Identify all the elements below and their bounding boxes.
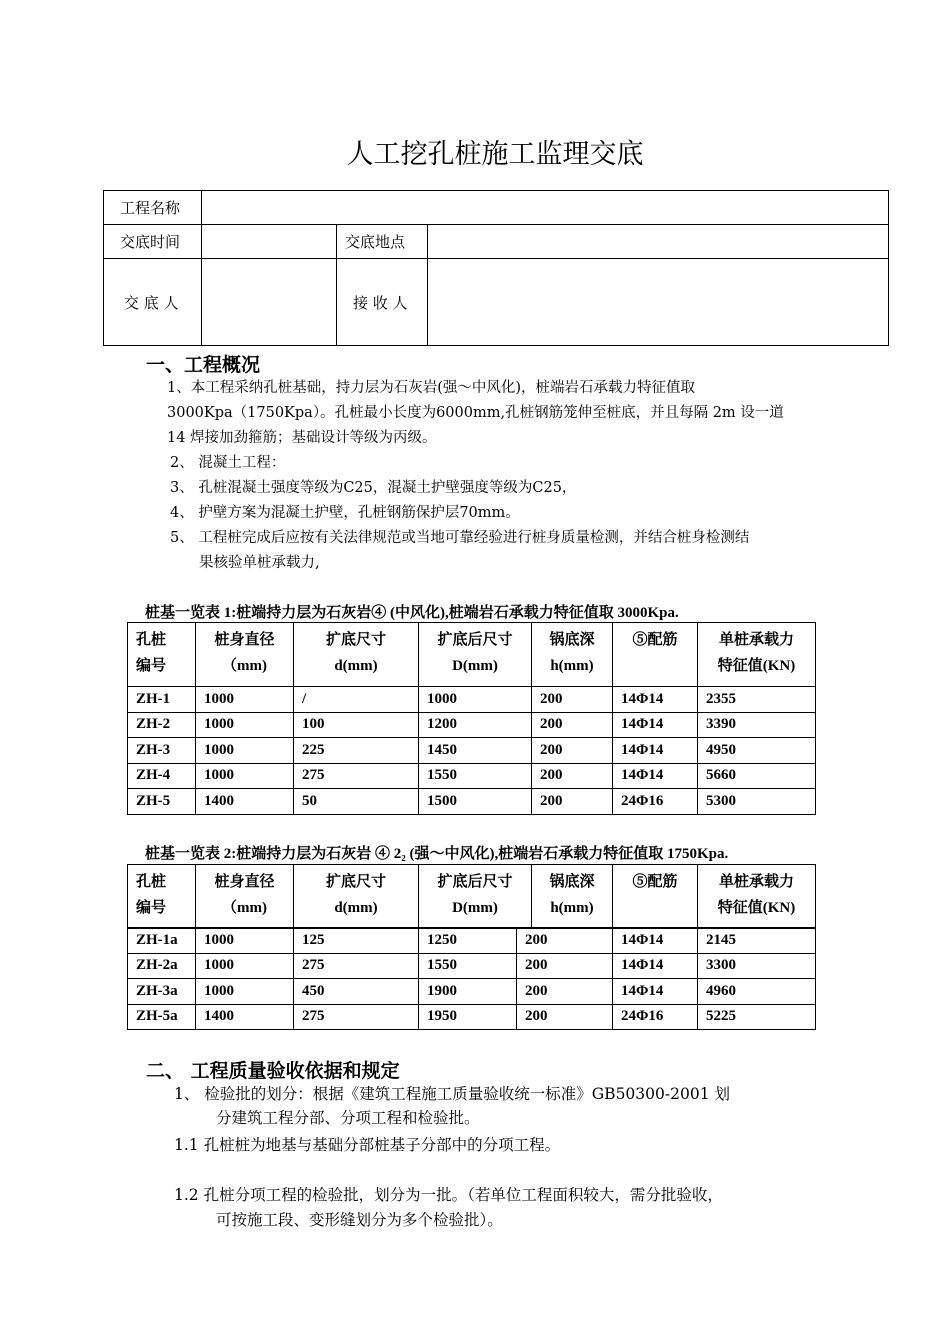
header-line: 桩身直径	[214, 874, 275, 890]
table-cell: 1000	[196, 687, 294, 713]
table-cell: 14Φ14	[613, 953, 698, 979]
column-header	[532, 623, 613, 687]
header-line: 扩底尺寸	[325, 874, 386, 890]
table-cell: 1000	[419, 687, 532, 713]
table-cell: 1250	[419, 928, 517, 954]
table-cell: 200	[517, 928, 613, 954]
table-cell: 3300	[698, 953, 816, 979]
table-cell: 1000	[196, 953, 294, 979]
header-line: d(mm)	[334, 900, 378, 916]
place-field[interactable]	[428, 225, 889, 259]
table-cell: 1550	[419, 763, 532, 789]
header-line: h(mm)	[550, 658, 594, 674]
header-line: ⑤配筋	[632, 632, 678, 648]
table-cell: 275	[294, 763, 419, 789]
header-line: 单桩承载力	[718, 874, 794, 890]
table-row	[128, 687, 816, 713]
table-cell: 200	[517, 1004, 613, 1030]
table-row	[128, 1004, 816, 1030]
table-cell: 1500	[419, 789, 532, 815]
table-cell: 200	[532, 712, 613, 738]
column-header	[294, 623, 419, 687]
table-row	[128, 953, 816, 979]
para: 1、 检验批的划分：根据《建筑工程施工质量验收统一标准》GB50300-2001 划	[174, 1085, 730, 1103]
pile-table-1	[127, 622, 816, 815]
table-cell: 200	[532, 687, 613, 713]
pile-table-2	[127, 927, 816, 1030]
table-cell: 200	[532, 738, 613, 764]
header-line	[613, 895, 697, 921]
header-line: 锅底深	[549, 632, 595, 648]
section2-heading: 二、 工程质量验收依据和规定	[146, 1060, 400, 1082]
table-cell: 275	[294, 953, 419, 979]
table-cell: 2145	[698, 928, 816, 954]
document-title: 人工挖孔桩施工监理交底	[346, 139, 644, 170]
header-line: 编号	[136, 658, 167, 674]
table-cell: 24Φ16	[613, 1004, 698, 1030]
table-cell: ZH-1	[128, 687, 196, 713]
project-name-field[interactable]	[202, 191, 889, 225]
table-cell: 2355	[698, 687, 816, 713]
table1-caption: 桩基一览表 1:桩端持力层为石灰岩④ (中风化),桩端岩石承载力特征值取 3000Kpa.	[145, 605, 679, 621]
table-cell: 275	[294, 1004, 419, 1030]
column-header	[613, 865, 698, 929]
info-table	[103, 190, 889, 346]
table-cell: 100	[294, 712, 419, 738]
table-cell: 1950	[419, 1004, 517, 1030]
column-header	[419, 623, 532, 687]
table-cell: 125	[294, 928, 419, 954]
receiver-field[interactable]	[428, 259, 889, 346]
column-header	[419, 865, 532, 929]
table-cell: 5660	[698, 763, 816, 789]
para: 1.2 孔桩分项工程的检验批，划分为一批。（若单位工程面积较大，需分批验收，	[174, 1186, 723, 1204]
para: 5、 工程桩完成后应按有关法律规范或当地可靠经验进行桩身质量检测，并结合桩身检测结	[170, 530, 750, 546]
table-cell: 450	[294, 979, 419, 1005]
header-line: ⑤配筋	[632, 874, 678, 890]
table-cell: 1000	[196, 928, 294, 954]
table-cell: 1900	[419, 979, 517, 1005]
header-line	[613, 653, 697, 679]
para: 3、 孔桩混凝土强度等级为C25，混凝土护壁强度等级为C25，	[170, 480, 577, 496]
table-cell: 1000	[196, 763, 294, 789]
table2-caption: 桩基一览表 2:桩端持力层为石灰岩 ④ 2₂ (强～中风化),桩端岩石承载力特征值取 1750Kpa.	[145, 846, 729, 862]
table-cell: 200	[532, 763, 613, 789]
header-line: d(mm)	[334, 658, 378, 674]
table-cell: 5225	[698, 1004, 816, 1030]
header-line: 扩底后尺寸	[437, 632, 513, 648]
table-cell: ZH-3	[128, 738, 196, 764]
para: 4、 护壁方案为混凝土护壁，孔桩钢筋保护层70mm。	[170, 505, 520, 521]
section1-heading: 一、工程概况	[146, 354, 261, 376]
header-line: 锅底深	[549, 874, 595, 890]
giver-label: 交 底 人	[104, 259, 202, 346]
table-cell: 1550	[419, 953, 517, 979]
header-line: 编号	[136, 900, 167, 916]
column-header	[196, 865, 294, 929]
place-label: 交底地点	[337, 225, 428, 259]
table-cell: ZH-1a	[128, 928, 196, 954]
header-row	[128, 623, 816, 687]
column-header	[698, 865, 816, 929]
table-cell: ZH-3a	[128, 979, 196, 1005]
table-cell: 200	[517, 979, 613, 1005]
date-label: 交底时间	[104, 225, 202, 259]
para: 2、 混凝土工程：	[170, 455, 286, 471]
header-line: 扩底后尺寸	[437, 874, 513, 890]
table-cell: 200	[517, 953, 613, 979]
table-cell: 200	[532, 789, 613, 815]
table-cell: ZH-2a	[128, 953, 196, 979]
table-cell: ZH-5	[128, 789, 196, 815]
table-cell: 1000	[196, 738, 294, 764]
table-cell: 1000	[196, 979, 294, 1005]
header-line: D(mm)	[452, 900, 498, 916]
column-header	[698, 623, 816, 687]
column-header	[128, 865, 196, 929]
table-cell: 1200	[419, 712, 532, 738]
table-cell: 1400	[196, 789, 294, 815]
header-line: 特征值(KN)	[717, 900, 796, 916]
table-cell: 225	[294, 738, 419, 764]
table-cell: ZH-5a	[128, 1004, 196, 1030]
column-header	[532, 865, 613, 929]
table-cell: 14Φ14	[613, 712, 698, 738]
para: 1、本工程采纳孔桩基础，持力层为石灰岩(强～中风化)，桩端岩石承载力特征值取	[167, 380, 696, 396]
table-row	[128, 789, 816, 815]
table-cell: /	[294, 687, 419, 713]
table-cell: 1450	[419, 738, 532, 764]
table-cell: 14Φ14	[613, 928, 698, 954]
header-line: h(mm)	[550, 900, 594, 916]
header-line: 桩身直径	[214, 632, 275, 648]
pile-table-2-header	[127, 864, 816, 929]
table-row	[128, 979, 816, 1005]
table-cell: 14Φ14	[613, 979, 698, 1005]
header-line: 孔桩	[136, 632, 167, 648]
table-cell: 14Φ14	[613, 687, 698, 713]
table-cell: ZH-4	[128, 763, 196, 789]
table-row	[128, 712, 816, 738]
table-cell: 4960	[698, 979, 816, 1005]
header-line: 扩底尺寸	[325, 632, 386, 648]
para: 果核验单桩承载力,	[199, 555, 320, 571]
column-header	[196, 623, 294, 687]
header-line: （mm)	[222, 900, 267, 916]
header-row	[128, 865, 816, 929]
table-row	[128, 763, 816, 789]
header-line: D(mm)	[452, 658, 498, 674]
table-row	[128, 738, 816, 764]
table-cell: 50	[294, 789, 419, 815]
table-cell: 1000	[196, 712, 294, 738]
table-cell: 24Φ16	[613, 789, 698, 815]
table-row	[128, 928, 816, 954]
giver-field[interactable]	[202, 259, 337, 346]
column-header	[128, 623, 196, 687]
table-cell: ZH-2	[128, 712, 196, 738]
table-cell: 3390	[698, 712, 816, 738]
column-header	[294, 865, 419, 929]
header-line: 单桩承载力	[718, 632, 794, 648]
receiver-label: 接 收 人	[337, 259, 428, 346]
table-cell: 14Φ14	[613, 763, 698, 789]
table-cell: 14Φ14	[613, 738, 698, 764]
para: 1.1 孔桩桩为地基与基础分部桩基子分部中的分项工程。	[174, 1136, 561, 1154]
para: 可按施工段、变形缝划分为多个检验批）。	[216, 1211, 503, 1229]
para: 3000Kpa（1750Kpa）。孔桩最小长度为6000mm,孔桩钢筋笼伸至桩底，并且每隔 2m 设一道	[167, 405, 784, 421]
para: 14 焊接加劲箍筋；基础设计等级为丙级。	[167, 430, 437, 446]
header-line: 孔桩	[136, 874, 167, 890]
para: 分建筑工程分部、分项工程和检验批。	[216, 1109, 480, 1127]
table-cell: 4950	[698, 738, 816, 764]
column-header	[613, 623, 698, 687]
table-cell: 5300	[698, 789, 816, 815]
header-line: 特征值(KN)	[717, 658, 796, 674]
table-cell: 1400	[196, 1004, 294, 1030]
project-name-label: 工程名称	[104, 191, 202, 225]
header-line: （mm)	[222, 658, 267, 674]
date-field[interactable]	[202, 225, 337, 259]
